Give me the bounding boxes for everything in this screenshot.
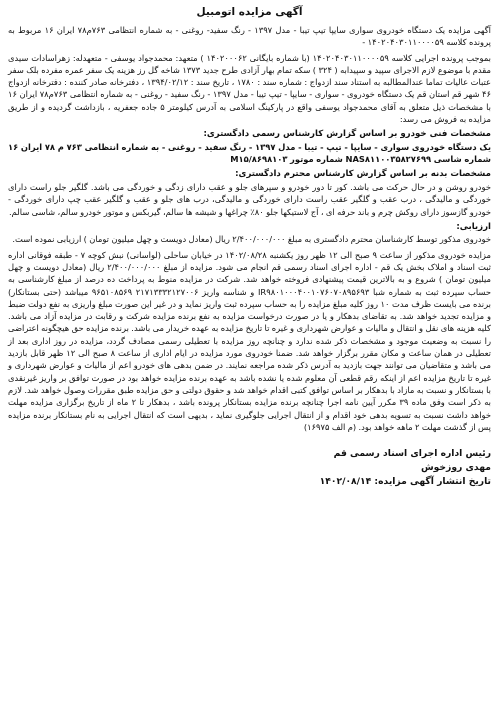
condition-body: خودرو روشن و در حال حرکت می باشد. کور تا دور خودرو و سپرهای جلو و عقب دارای زدگی و خوردگی می باشد. گلگیر جلو راست دارای خوردگی و مالیدگی ، درب عقب و گلگیر عقب راست دارای خوردگی و مالیدگی، درب های جلو و عقب و گلگیر عقب چپ دارای خوردگی - خودرو گازسوز دارای روکش چرم و باند حرفه ای ، آج لاستیکها جلو ۸۰٪ چراغها و شیشه ها سالم، گیربکس و موتور خودرو سالم، شاسی سالم. — [8, 181, 491, 217]
notice-title: آگهی مزایده اتومبیل — [196, 6, 303, 18]
auction-terms: مزایده خودروی مذکور از ساعت ۹ صبح الی ۱۲ ظهر روز یکشنبه ۱۴۰۲/۰۸/۲۸ در خیابان ساحلی (لواسانی) نبش کوچه ۷ - طبقه فوقانی اداره ثبت اسناد و املاک بخش یک قم - اداره اجرای اسناد رسمی قم انجام می شود. مزایده از مبلغ ۲/۴۰۰/۰۰۰/۰۰۰ ریال (معادل دویست و چهل میلیون تومان ) شروع و به بالاترین قیمت پیشنهادی فروخته خواهد شد. شرکت در مزایده منوط به پرداخت ده درصد از مبلغ کارشناسی به حساب سپرده ثبت به شماره شبا IR۹۸۰۱۰۰۰۴۰۰۱۰۷۶۰۷۰۸۹۵۶۹۳ و شناسه واریز ۲۱۷۱۳۳۳۲۱۲۷۰۰۶ ۹۶۵۱۰۸۵۶۹ میباشد (حتی بستانکار) برنده می بایست ظرف مدت ۱۰ روز کلیه مبلغ مزایده را به حساب سپرده ثبت واریز نماید و در غیر این صورت مبلغ واریزی به نفع دولت ضبط و مزایده تجدید خواهد شد. به تقاضای بدهکار و یا در صورت درخواست مزایده به نفع برنده مزایده شرکت و رقابت در مزایده آزاد می باشد. کلیه هزینه های نقل و انتقال و مالیات و عوارض شهرداری و غیره تا تاریخ مزایده به عهده خریدار می باشد. برنده مزایده حق هیچگونه اعتراضی را نسبت به وضعیت موجود و مشخصات ذکر شده ندارد و چنانچه روز مزایده با تعطیلی رسمی مصادف گردد، مزایده در روز اداری بعد از تعطیلی در همان ساعت و مکان مقرر برگزار خواهد شد. ضمنا خودروی مورد مزایده در ایام اداری از ساعت ۸ صبح الی ۱۲ ظهر قابل بازدید می باشد و متقاضیان می توانند جهت بازدید به آدرس ذکر شده مراجعه نمایند. در ضمن بدهی های خودرو اعم از مالیات و عوارض شهرداری و غیره تا تاریخ مزایده اعم از اینکه رقم قطعی آن معلوم شده یا نشده باشد به عهده برنده مزایده خواهد بود در صورت توافق بر واریز غیرنقدی با بستانکار و نسبت به مازاد با بدهکار بر اساس توافق کتبی اقدام خواهد شد و حقوق دولتی و حق مزایده طبق مقررات وصول خواهد شد. لازم به ذکر است وفق ماده ۳۹ مکرر آیین نامه اجرا چنانچه برنده مزایده بستانکار پرونده باشد ، بدهکار تا ۲ ماه از تاریخ برگزاری مزایده مهلت خواهد داشت نسبت به تسویه بدهی خود اقدام و از انتقال اجرایی جلوگیری نماید ، بدیهی است که انتقال اجرایی به نام بستانکار برنده مزایده پس از گذشت مهلت ۲ ماهه خواهد بود. (م الف ۱۶۹۷۵) — [8, 249, 491, 432]
condition-heading: مشخصات بدنه بر اساس گزارش کارشناس محترم دادگستری: — [235, 169, 491, 180]
valuation-heading: ارزیابی: — [456, 221, 491, 232]
notice-intro: آگهی مزایده یک دستگاه خودروی سواری سایپا تیپ تیبا - مدل ۱۳۹۷ - رنگ سفید- روغنی - به شماره انتظامی ۷۶۳م۷۸ ایران ۱۶ مربوط به پرونده کلاسه ۱۴۰۲۰۴۰۳۰۱۱۰۰۰۰۵۹ - — [8, 25, 491, 48]
specs-body: یک دستگاه خودروی سواری - سایپا - تیپ - تیبا - مدل ۱۳۹۷ - رنگ سفید - روغنی - به شماره انتظامی ۷۶۳ م ۷۸ ایران ۱۶ شماره شاسی NAS۸۱۱۰۰۳۵۸۲۷۶۹۹ شماره موتور M۱۵/۸۶۹۸۱۰۳ — [8, 141, 492, 165]
specs-heading: مشخصات فنی خودرو بر اساس گزارش کارشناس رسمی دادگستری: — [203, 129, 491, 140]
signature-title: رئیس اداره اجرای اسناد رسمی قم — [333, 448, 491, 460]
signature-block — [8, 447, 491, 489]
valuation-body: خودروی مذکور توسط کارشناسان محترم دادگستری به مبلغ ۲/۴۰۰/۰۰۰/۰۰۰ ریال (معادل دویست و چهل میلیون تومان ) ارزیابی نموده است. — [12, 234, 491, 245]
publish-date: تاریخ انتشار آگهی مزایده: ۱۴۰۲/۰۸/۱۴ — [319, 476, 491, 488]
notice-body: بموجب پرونده اجرایی کلاسه ۱۴۰۲۰۴۰۳۰۱۱۰۰۰۰۵۹ (با شماره بایگانی ۱۴۰۲۰۰۰۶۲ ) متعهد: محمدجواد یوسفی - متعهدله: زهراسادات سیدی مقدم با موضوع لازم الاجرای سپید و سپیدابه ( ۳۲۴ ) سکه تمام بهار آزادی طرح جدید ۱۳۷۳ شاخه گل رز هزینه یک سفر عمره مفرده بلک سفر عتبات عالیات تماما عندالمطالبه به استناد سند ازدواج : شماره سند : ۱۷۸۰ ، تاریخ سند : ۱۳۹۴/۰۲/۱۲ ، دفترخانه صادر کننده : دفترخانه ازدواج ۴۶ شهر قم استان قم یک دستگاه خودروی - سواری - سایپا - تیپ تیبا - مدل ۱۳۹۷ - رنگ سفید - روغنی - به شماره انتظامی ۷۶۳م۷۸ ایران ۱۶ با مشخصات ذیل متعلق به آقای محمدجواد یوسفی واقع در پارکینگ اسلامی به آدرس کیلومتر ۵ جاده جعفریه ، بازداشت گردیده و از طریق مزایده به فروش می رسد: — [8, 52, 491, 125]
signature-person: مهدی روزخوش — [420, 462, 491, 474]
